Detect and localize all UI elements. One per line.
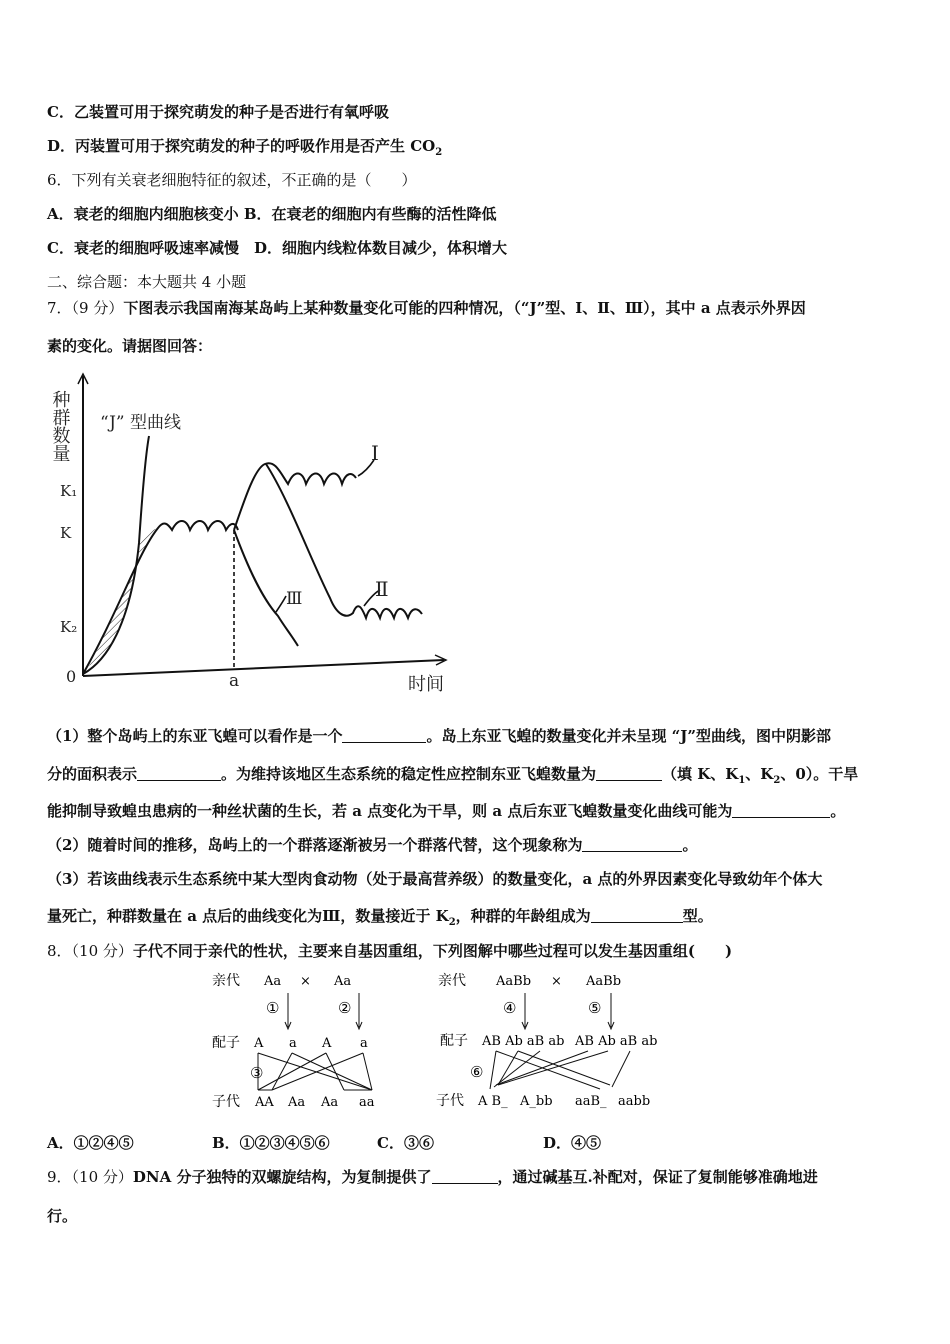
- answer-blank-7[interactable]: [432, 1169, 498, 1184]
- q6-option-d: D．细胞内线粒体数目减少，体积增大: [253, 239, 507, 257]
- left-gamete: A: [254, 1036, 264, 1051]
- right-gametes-2: AB Ab aB ab: [575, 1034, 658, 1049]
- right-parent-label: 亲代: [438, 973, 466, 989]
- left-offspring: Aa: [288, 1095, 306, 1110]
- q7-part3-line1: （3）若该曲线表示生态系统中某大型肉食动物（处于最高营养级）的数量变化，a 点的外界因素变化导致幼年个体大: [47, 870, 823, 888]
- q6-option-a: A．衰老的细胞内细胞核变小: [47, 205, 239, 223]
- left-parent-1: Aa: [264, 974, 282, 989]
- q7-part3-line2: [47, 906, 905, 933]
- right-cross-lines: [490, 1051, 630, 1089]
- tick-a: a: [229, 671, 240, 691]
- step-4: ④: [503, 999, 517, 1017]
- q7-part2-text-b: 。: [682, 836, 698, 854]
- answer-blank-6[interactable]: [591, 908, 683, 923]
- q9-stem-line1: [47, 1167, 905, 1187]
- q6-options-cd: [47, 238, 905, 258]
- left-offspring-label: 子代: [212, 1094, 240, 1110]
- shaded-area: [85, 528, 158, 674]
- tick-k2: K₂: [60, 618, 78, 636]
- q7-part1-text-g: 、0）。干旱: [780, 765, 859, 783]
- answer-blank-4[interactable]: [732, 803, 830, 818]
- q6-stem: 6．下列有关衰老细胞特征的叙述，不正确的是（ ）: [47, 171, 417, 189]
- step-5: ⑤: [588, 999, 602, 1017]
- left-parent-2: Aa: [334, 974, 352, 989]
- right-parent-2: AaBb: [586, 974, 622, 989]
- right-offspring: A_bb: [520, 1094, 553, 1109]
- q7-part3-text-a: 量死亡，种群数量在 a 点后的曲线变化为Ⅲ，数量接近于 K: [47, 907, 449, 925]
- left-cross-lines: [258, 1053, 372, 1090]
- q7-stem-line2: 素的变化。请据图回答：: [47, 337, 213, 355]
- x-axis-label: 时间: [408, 674, 444, 695]
- q7-stem-text: 下图表示我国南海某岛屿上某种数量变化可能的四种情况，（“J”型、Ⅰ、Ⅱ、Ⅲ），其中 a 点表示外界因: [123, 299, 806, 317]
- right-offspring: aabb: [618, 1094, 651, 1109]
- q8-option-d: D．④⑤: [543, 1134, 602, 1152]
- left-offspring: aa: [359, 1095, 375, 1110]
- left-gamete: a: [289, 1036, 297, 1051]
- q7-part1-text-f: 、K: [745, 765, 774, 783]
- q7-part3-text-b: ，种群的年龄组成为: [455, 907, 591, 925]
- step-3: ③: [250, 1064, 264, 1082]
- right-cross-sign: ×: [551, 974, 562, 989]
- q8-number: 8．（10 分）: [47, 942, 133, 960]
- curve-iii: [234, 530, 298, 646]
- y-axis-label: 种群数量: [49, 390, 71, 462]
- step-2: ②: [338, 999, 352, 1017]
- answer-blank-3[interactable]: [596, 766, 662, 781]
- curve-ii-label: Ⅱ: [375, 577, 389, 601]
- q7-part2-text-a: （2）随着时间的推移，岛屿上的一个群落逐渐被另一个群落代替，这个现象称为: [47, 836, 583, 854]
- answer-blank-5[interactable]: [582, 837, 682, 852]
- right-offspring: A B_: [478, 1094, 508, 1109]
- step-6: ⑥: [470, 1063, 484, 1081]
- curve-iii-pointer: [276, 596, 286, 612]
- q9-text-b: ，通过碱基互.补配对，保证了复制能够准确地进: [497, 1168, 818, 1186]
- tick-k1: K₁: [60, 482, 78, 500]
- genetics-diagram: [200, 965, 680, 1115]
- curve-i-label: Ⅰ: [371, 441, 379, 465]
- left-offspring: AA: [255, 1095, 274, 1110]
- curve-iii-label: Ⅲ: [286, 589, 303, 609]
- right-offspring-label: 子代: [436, 1093, 464, 1109]
- x-axis: [83, 660, 444, 676]
- right-gamete-label: 配子: [440, 1033, 468, 1049]
- q7-part3-text-c: 型。: [682, 907, 713, 925]
- j-curve-label: “J” 型曲线: [100, 413, 181, 433]
- step-1: ①: [266, 999, 280, 1017]
- q7-stem-line1: [47, 298, 905, 318]
- k1-subscript: 1: [738, 775, 746, 786]
- answer-blank-1[interactable]: [342, 728, 426, 743]
- q8-stem: [47, 941, 905, 961]
- q7-number: 7．（9 分）: [47, 299, 124, 317]
- left-offspring: Aa: [321, 1095, 339, 1110]
- right-offspring: aaB_: [575, 1094, 607, 1109]
- right-gametes-1: AB Ab aB ab: [482, 1034, 565, 1049]
- left-gamete-label: 配子: [212, 1035, 240, 1051]
- section-title: 二、综合题：本大题共 4 小题: [47, 273, 247, 291]
- q7-part1-text-d: 。为维持该地区生态系统的稳定性应控制东亚飞蝗数量为: [221, 765, 597, 783]
- origin-label: 0: [66, 667, 77, 686]
- right-parent-1: AaBb: [496, 974, 532, 989]
- q8-stem-text: 子代不同于亲代的性状，主要来自基因重组，下列图解中哪些过程可以发生基因重组( ): [132, 942, 733, 960]
- k2-subscript-2: 2: [448, 917, 456, 928]
- q6-option-b: B．在衰老的细胞内有些酶的活性降低: [243, 205, 497, 223]
- q5-option-c: C．乙装置可用于探究萌发的种子是否进行有氧呼吸: [47, 103, 389, 121]
- q9-stem-line2: 行。: [47, 1207, 78, 1225]
- q7-part1-text-c: 分的面积表示: [47, 765, 138, 783]
- tick-k: K: [60, 524, 72, 542]
- q9-number: 9．（10 分）: [47, 1168, 133, 1186]
- q5-option-d-subscript: 2: [435, 147, 443, 158]
- q7-part1-text-a: （1）整个岛屿上的东亚飞蝗可以看作是一个: [47, 727, 343, 745]
- answer-blank-2[interactable]: [137, 766, 221, 781]
- left-gamete: a: [360, 1036, 368, 1051]
- q6-options-ab: [47, 204, 905, 224]
- population-graph: [40, 368, 470, 698]
- q8-option-b: B．①②③④⑤⑥: [212, 1134, 330, 1152]
- q6-option-c: C．衰老的细胞呼吸速率减慢: [47, 239, 239, 257]
- left-gamete: A: [322, 1036, 332, 1051]
- q8-option-a: A．①②④⑤: [47, 1134, 134, 1152]
- q7-part1-text-e: （填 K、K: [662, 765, 739, 783]
- q7-part1-text-h: 能抑制导致蝗虫患病的一种丝状菌的生长，若 a 点变化为干旱，则 a 点后东亚飞蝗数量变化曲线可能为: [47, 802, 733, 820]
- q5-option-d: [47, 136, 905, 163]
- q7-part1-text-i: 。: [830, 802, 846, 820]
- q7-part1-line1: [47, 726, 905, 746]
- q8-option-c: C．③⑥: [377, 1134, 434, 1152]
- left-parent-label: 亲代: [212, 973, 240, 989]
- q7-part2: [47, 835, 905, 855]
- k2-subscript: 2: [773, 775, 781, 786]
- q9-text-a: DNA 分子独特的双螺旋结构，为复制提供了: [132, 1168, 432, 1186]
- q7-part1-line3: [47, 801, 905, 821]
- left-cross-sign: ×: [300, 974, 311, 989]
- q7-part1-line2: [47, 764, 905, 791]
- q5-option-d-text: D．丙装置可用于探究萌发的种子的呼吸作用是否产生 CO: [47, 137, 436, 155]
- q7-part1-text-b: 。岛上东亚飞蝗的数量变化并未呈现 “J”型曲线，图中阴影部: [426, 727, 832, 745]
